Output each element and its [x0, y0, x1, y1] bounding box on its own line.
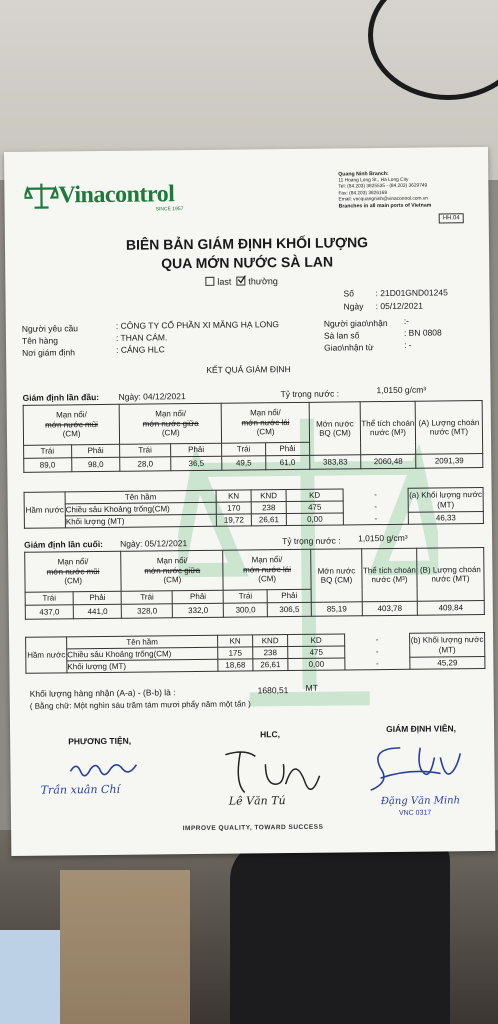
table-cell: Chiều sâu Khoảng trống(CM) — [67, 647, 218, 661]
table-cell: 332,0 — [173, 603, 224, 618]
requester-value: : CÔNG TY CỔ PHẦN XI MĂNG HẠ LONG — [115, 319, 279, 331]
table-cell: KN — [218, 635, 253, 647]
table-cell: Phải — [73, 591, 121, 605]
table-cell: 61,0 — [265, 455, 310, 469]
table-cell: 170 — [216, 502, 251, 514]
table-cell: - — [343, 512, 408, 525]
table-cell: Phải — [170, 443, 222, 457]
header-text: (CM) — [62, 429, 81, 439]
last-density-label: Tỷ trọng nước : — [282, 535, 341, 547]
requester-label: Người yêu cầu — [21, 323, 79, 334]
table-cell: Chiều sâu Khoảng trống(CM) — [65, 502, 216, 516]
table-cell: 98,0 — [71, 457, 120, 472]
table-cell: Khối lượng (MT) — [67, 659, 218, 673]
table-cell: 45,29 — [410, 656, 485, 669]
from-value: : - — [403, 339, 412, 350]
table-cell: 475 — [286, 501, 343, 514]
table-cell: (A) Lượng choán nước (MT) — [415, 401, 483, 455]
table-cell: 89,0 — [24, 458, 72, 472]
deliverer-value: :- — [403, 315, 410, 326]
table-cell: 475 — [288, 646, 345, 659]
so-label: Số — [343, 288, 354, 299]
table-cell: - — [345, 633, 410, 646]
header-text: (CM) — [64, 576, 83, 586]
table-cell: Phải — [172, 590, 223, 604]
table-cell: KN — [216, 490, 251, 502]
floor-tile — [60, 870, 190, 1024]
table-cell: KND — [253, 635, 288, 647]
table-cell — [120, 403, 222, 444]
table-cell: KND — [251, 490, 286, 502]
header-text: Mạn nổi/ — [56, 410, 87, 420]
table-cell: 0,00 — [288, 658, 345, 671]
barge-label: Sà lan số — [323, 330, 360, 341]
table-cell: 175 — [218, 647, 253, 659]
table-cell — [121, 550, 223, 591]
table-cell: 238 — [251, 502, 286, 514]
header-text: Mạn nổi/ — [251, 555, 283, 565]
type-checks — [205, 276, 278, 287]
header-text: mớn nước giữa — [142, 418, 199, 429]
table-cell: Hầm nước — [26, 637, 67, 673]
header-text: Mạn nổi/ — [156, 556, 188, 566]
table-cell: Trái — [121, 591, 172, 605]
deliverer-label: Người giao\nhận — [323, 317, 388, 329]
amount-in-words: ( Bằng chữ: Một nghìn sáu trăm tám mươi phẩy năm một tấn ) — [29, 699, 251, 711]
table-cell: Mớn nước BQ (CM) — [309, 402, 361, 456]
table-cell: 306,5 — [267, 602, 311, 616]
scale-logo-icon — [24, 181, 58, 209]
barge-value: : BN 0808 — [403, 327, 442, 338]
last-survey-date: Ngày: 05/12/2021 — [120, 538, 188, 549]
table-cell: 441,0 — [73, 604, 121, 619]
branch-name: Quang Ninh Branch: — [338, 170, 389, 178]
branch-line: Branches in all main ports of Vietnam — [338, 202, 432, 210]
table-cell: Phải — [267, 589, 311, 602]
table-cell: 409,84 — [417, 600, 484, 615]
table-cell: 19,72 — [216, 514, 251, 526]
document-page — [4, 147, 495, 856]
header-text: (CM) — [161, 428, 180, 438]
table-cell: 18,68 — [218, 659, 253, 671]
table-cell — [223, 549, 311, 590]
footer-slogan: IMPROVE QUALITY, TOWARD SUCCESS — [182, 823, 324, 833]
thuong-label: thường — [248, 276, 278, 287]
last-checkbox — [205, 277, 214, 286]
header-text: (CM) — [258, 574, 277, 584]
table-cell: 2060,48 — [361, 454, 416, 469]
table-cell: (b) Khối lượng nước (MT) — [410, 632, 485, 657]
header-text: Mạn nổi/ — [57, 557, 89, 567]
table-cell: 2091,39 — [416, 454, 483, 469]
header-text: (CM) — [256, 427, 275, 437]
logo-text: Vinacontrol — [58, 180, 175, 208]
from-label: Giao\nhận từ — [324, 342, 374, 353]
place-value: : CẢNG HLC — [116, 344, 165, 355]
last-draft-table — [24, 547, 485, 620]
table-cell: 403,78 — [362, 601, 417, 616]
vessel-signer-name: Trần xuân Chí — [40, 782, 121, 797]
table-cell: 300,0 — [224, 603, 268, 617]
first-density-label: Tỷ trọng nước : — [280, 388, 340, 400]
table-cell: 26,61 — [253, 659, 288, 671]
table-cell: 0,00 — [286, 513, 343, 526]
last-survey-label: Giám định lần cuối: — [24, 538, 104, 550]
sleeve — [0, 930, 60, 1024]
surveyor-name: Đặng Văn Minh — [380, 795, 461, 808]
table-cell — [25, 551, 122, 592]
table-cell: - — [345, 645, 410, 658]
table-cell: Trái — [120, 444, 170, 458]
first-draft-table — [23, 400, 484, 473]
goods-value: : THAN CÁM. — [115, 332, 168, 343]
table-cell: 437,0 — [25, 605, 73, 620]
form-code: HH.04 — [439, 213, 464, 223]
last-density-value: 1,0150 g/cm³ — [358, 532, 408, 544]
table-cell: Phải — [265, 442, 310, 455]
header-text: mớn nước lái — [243, 564, 292, 575]
surveyor-sign-label: GIÁM ĐỊNH VIÊN, — [386, 723, 457, 735]
document-title: BIÊN BẢN GIÁM ĐỊNH KHỐI LƯỢNG — [125, 234, 369, 253]
table-cell: 85,19 — [311, 602, 362, 617]
first-survey-label: Giám định lần đầu: — [22, 392, 100, 403]
total-value: 1680,51 — [257, 685, 289, 696]
hlc-signer-name: Lê Văn Tú — [228, 794, 286, 808]
table-cell: 46,33 — [408, 512, 483, 525]
hlc-sign-label: HLC, — [260, 729, 281, 740]
table-cell: Trái — [223, 590, 267, 603]
table-cell: (B) Lượng choán nước (MT) — [417, 547, 485, 601]
table-cell — [23, 404, 120, 445]
table-cell: Hầm nước — [24, 492, 65, 528]
table-cell: - — [343, 500, 408, 513]
header-text: Mạn nổi/ — [155, 409, 187, 419]
table-cell: Thể tích choán nước (M³) — [360, 401, 416, 455]
header-text: mớn nước mũi — [45, 419, 98, 430]
so-value: : 21D01GND01245 — [375, 287, 448, 299]
table-cell: Trái — [25, 592, 73, 606]
last-ballast-table — [25, 632, 485, 674]
header-text: mớn nước giữa — [144, 565, 201, 576]
table-cell: Khối lượng (MT) — [65, 514, 216, 528]
header-text: mớn nước mũi — [46, 566, 100, 577]
table-cell: Trái — [24, 445, 72, 458]
branch-line: 11 Hoang Long St., Ha Long City — [338, 177, 409, 184]
vessel-sign-label: PHƯƠNG TIỆN, — [68, 735, 132, 747]
table-cell: 238 — [253, 647, 288, 659]
header-text: mớn nước lái — [241, 417, 290, 428]
thuong-checkbox — [236, 276, 245, 285]
total-label: Khối lượng hàng nhận (A-a) - (B-b) là : — [29, 687, 176, 699]
surveyor-code: VNC 0317 — [398, 809, 432, 817]
table-cell: - — [343, 488, 408, 501]
table-cell: KD — [286, 489, 343, 502]
table-cell: Tên hầm — [65, 490, 216, 504]
branch-line: Tel: (84.203) 3825535 - (84.203) 3629749 — [338, 183, 428, 190]
document-subtitle: QUA MỚN NƯỚC SÀ LAN — [161, 253, 334, 272]
branch-line: Fax: (84.203) 3826169 — [338, 190, 388, 197]
surveyor-signature-icon — [360, 737, 491, 798]
table-cell: (a) Khối lượng nước (MT) — [408, 488, 483, 513]
results-heading: KẾT QUẢ GIÁM ĐỊNH — [206, 364, 291, 375]
table-cell: Tên hầm — [67, 635, 218, 649]
table-cell: 328,0 — [122, 604, 173, 619]
table-cell: KD — [288, 634, 345, 647]
table-cell: 28,0 — [120, 457, 170, 472]
total-unit: MT — [305, 682, 318, 693]
dark-cloth — [230, 840, 450, 1024]
table-cell: Mớn nước BQ (CM) — [311, 549, 363, 603]
table-cell — [222, 402, 310, 443]
branch-info — [338, 170, 483, 211]
goods-label: Tên hàng — [21, 335, 58, 346]
first-survey-date: Ngày: 04/12/2021 — [118, 391, 186, 402]
logo-since: SINCE 1957 — [155, 206, 184, 213]
table-cell: - — [345, 657, 410, 670]
ngay-label: Ngày — [343, 301, 364, 312]
last-label: last — [217, 276, 232, 287]
table-cell: 49,5 — [222, 456, 265, 470]
header-text: (CM) — [163, 575, 182, 585]
table-cell: 26,61 — [251, 514, 286, 526]
table-cell: Trái — [222, 443, 265, 456]
branch-line: Email: vncquangninh@vinacontrol.com.vn — [338, 196, 428, 203]
first-ballast-table — [24, 487, 484, 529]
table-cell: 383,83 — [310, 455, 361, 470]
place-label: Nơi giám định — [22, 347, 75, 358]
ngay-value: : 05/12/2021 — [375, 300, 423, 312]
header-text: Mạn nổi/ — [250, 408, 281, 418]
table-cell: Phải — [71, 444, 120, 458]
table-cell: Thể tích choán nước (M³) — [362, 548, 418, 602]
first-density-value: 1,0150 g/cm³ — [376, 384, 427, 396]
table-cell: 36,5 — [170, 456, 222, 471]
vinacontrol-logo — [24, 180, 174, 210]
